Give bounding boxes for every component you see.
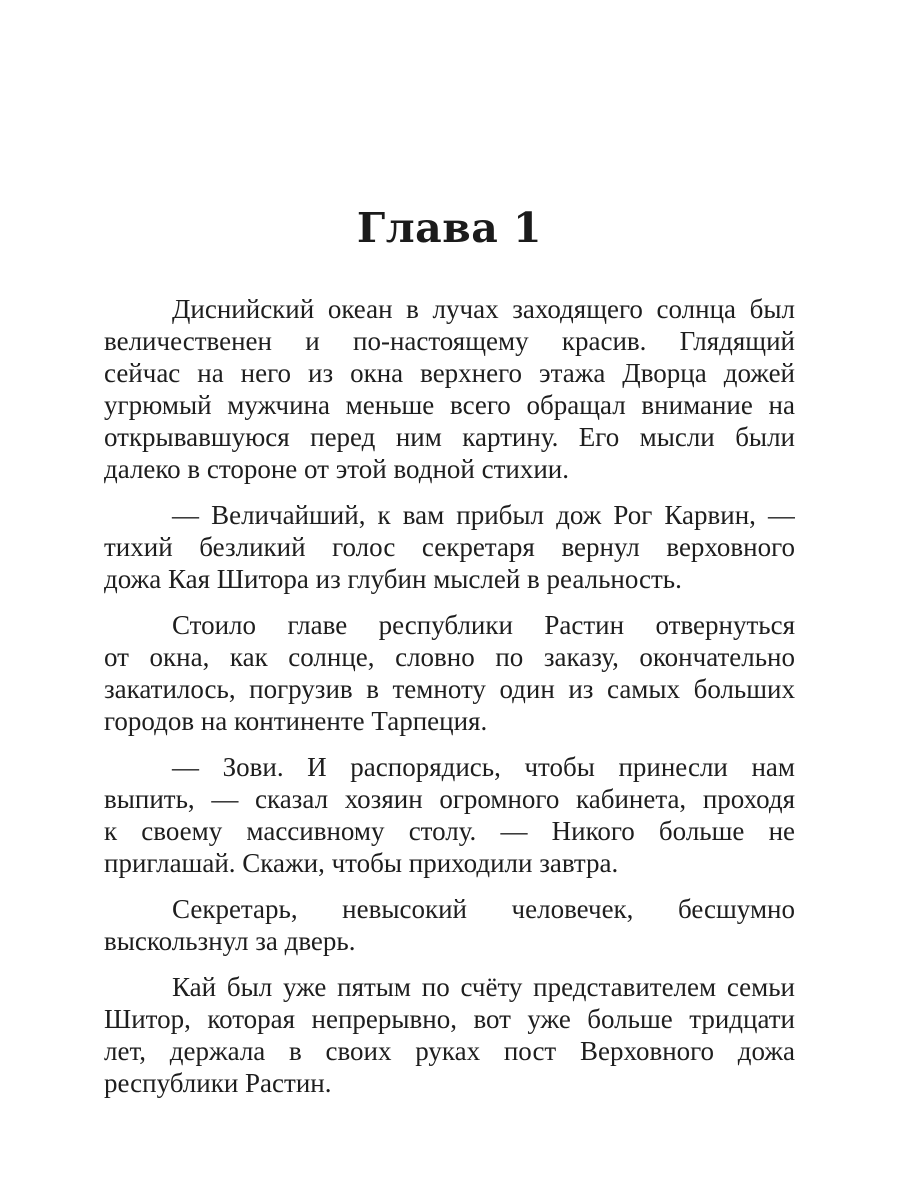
text-line: Секретарь, невысокий человечек, бесшумно [172, 894, 795, 924]
text-line: Диснийский океан в лучах заходящего солнца был [172, 294, 795, 324]
paragraph [104, 893, 795, 957]
paragraph [104, 609, 795, 737]
text-line: сейчас на него из окна верхнего этажа Дворца дожей [104, 358, 795, 388]
paragraph [104, 751, 795, 879]
text-line: далеко в стороне от этой водной стихии. [104, 454, 569, 484]
text-line: от окна, как солнце, словно по заказу, окончательно [104, 642, 795, 672]
text-line: выпить, — сказал хозяин огромного кабинета, проходя [104, 784, 795, 814]
text-line: приглашай. Скажи, чтобы приходили завтра. [104, 848, 619, 878]
text-line: городов на континенте Тарпеция. [104, 706, 488, 736]
paragraph [104, 971, 795, 1099]
text-line: — Величайший, к вам прибыл дож Рог Карвин, — [172, 500, 795, 530]
text-line: республики Растин. [104, 1068, 332, 1098]
text-line: величественен и по-настоящему красив. Глядящий [104, 326, 795, 356]
text-line: лет, держала в своих руках пост Верховного дожа [104, 1036, 795, 1066]
text-line: Шитор, которая непрерывно, вот уже больше тридцати [104, 1004, 795, 1034]
text-line: угрюмый мужчина меньше всего обращал внимание на [104, 390, 795, 420]
text-line: выскользнул за дверь. [104, 926, 356, 956]
text-block [104, 293, 795, 1099]
text-line: открывавшуюся перед ним картину. Его мысли были [104, 422, 795, 452]
text-line: — Зови. И распорядись, чтобы принесли нам [172, 752, 795, 782]
text-line: Стоило главе республики Растин отвернуться [172, 610, 795, 640]
text-line: Кай был уже пятым по счёту представителем семьи [172, 972, 795, 1002]
text-line: тихий безликий голос секретаря вернул верховного [104, 532, 795, 562]
text-line: дожа Кая Шитора из глубин мыслей в реальность. [104, 564, 682, 594]
text-line: к своему массивному столу. — Никого больше не [104, 816, 795, 846]
paragraph [104, 293, 795, 485]
chapter-heading: Глава 1 [356, 204, 543, 252]
text-line: закатилось, погрузив в темноту один из самых больших [104, 674, 795, 704]
paragraph [104, 499, 795, 595]
